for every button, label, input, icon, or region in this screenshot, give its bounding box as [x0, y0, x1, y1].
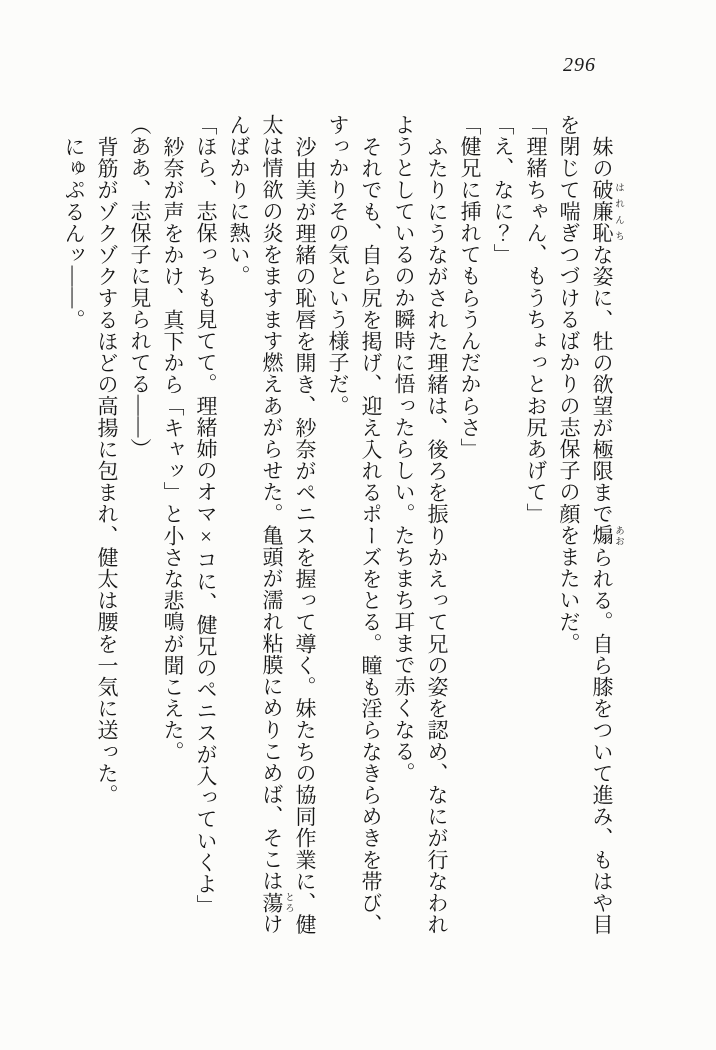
paragraph-3: 「え、なに？」: [491, 114, 515, 266]
page-number: 296: [563, 54, 596, 76]
paragraph-11: 背筋がゾクゾクするほどの高揚に包まれ、健太は腰を一気に送った。: [95, 135, 119, 806]
paragraph-12: にゅぷるんッ——。: [62, 135, 86, 330]
paragraph-1: 妹の破廉恥 はれんちな姿に、牡の欲望が極限まで煽 あおられる。自ら膝をついて進み、もはや目を閉じて喘ぎつづけるばかりの志保子の顔をまたいだ。: [557, 114, 623, 935]
furigana-ruby: 蕩 とろ: [260, 891, 293, 914]
paragraph-9: 紗奈が声をかけ、真下から「キャッ」と小さな悲鳴が聞こえた。: [161, 135, 185, 762]
text-body: [57, 114, 623, 936]
paragraph-2: 「理緒ちゃん、もうちょっとお尻あげて」: [524, 114, 548, 525]
paragraph-5: ふたりにうながされた理緒は、後ろを振りかえって兄の姿を認め、なにが行なわれようとしているのか瞬時に悟ったらしい。たちまち耳まで赤くなる。: [392, 114, 449, 935]
paragraph-4: 「健兄に挿れてもらうんだからさ」: [458, 114, 482, 460]
furigana-ruby: 煽 あお: [590, 524, 623, 547]
paragraph-10: （ああ、志保子に見られてる——）: [128, 114, 152, 460]
furigana-ruby: 破廉恥 はれんち: [590, 178, 623, 244]
paragraph-8: 「ほら、志保っちも見てて。理緒姉のオマ×コに、健兄のペニスが入っていくよ」: [194, 114, 218, 917]
paragraph-6: それでも、自ら尻を掲げ、迎え入れるポーズをとる。瞳も淫らなきらめきを帯び、すっかりその気という様子だ。: [326, 114, 383, 935]
furigana-text: はれんち: [613, 178, 623, 244]
paragraph-7: 沙由美が理緒の恥唇を開き、紗奈がペニスを握って導く。妹たちの協同作業に、健太は情欲の炎をますます燃えあがらせた。亀頭が濡れ粘膜にめりこめば、そこは蕩 とろけんばかりに熱い。: [227, 114, 317, 935]
furigana-text: とろ: [283, 891, 293, 914]
furigana-text: あお: [613, 524, 623, 547]
